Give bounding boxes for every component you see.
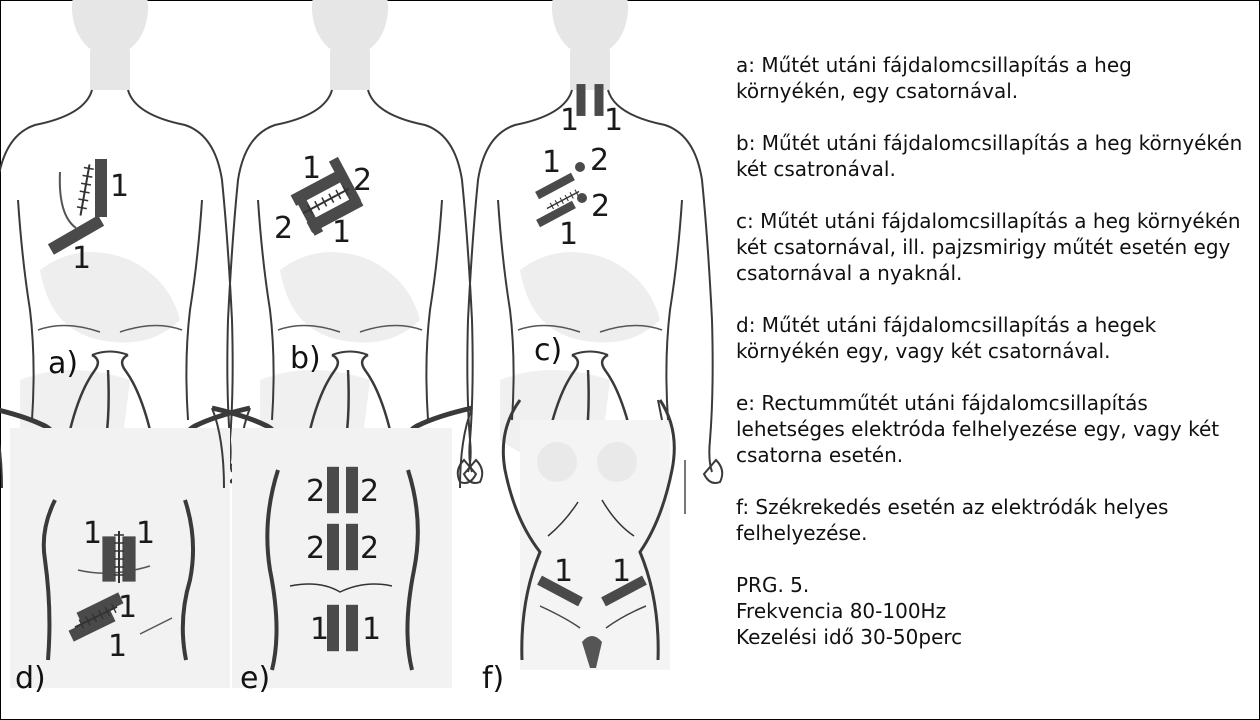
legend-item-a: a: Műtét utáni fájdalomcsillapítás a heg környékén, egy csatornával. [736,53,1132,103]
program-number: PRG. 5. [736,573,810,597]
legend-item-c: c: Műtét utáni fájdalomcsillapítás a heg környékén két csatornával, ill. pajzsmirigy műtét esetén egy csatornával a nyaknál. [736,209,1241,285]
channel-label: 1 [118,590,138,625]
channel-label: 1 [136,516,156,551]
front-torso-outline [212,408,472,688]
panel-b [218,0,483,483]
electrode-pad [327,467,339,513]
legend-item-b: b: Műtét utáni fájdalomcsillapítás a heg környékén két csatronával. [736,131,1243,181]
channel-label: 1 [554,554,574,589]
channel-label: 2 [353,163,373,198]
channel-label: 1 [83,516,103,551]
panel-a [0,0,242,483]
panel-letter: a) [48,346,79,381]
electrode-pad [346,467,358,513]
channel-label: 1 [108,629,128,664]
electrode-pad [327,524,339,570]
surgical-scar [76,164,95,217]
program-duration: Kezelési idő 30-50perc [736,625,963,649]
channel-label: 1 [559,217,579,252]
electrode-pad [122,536,135,581]
channel-label: 2 [591,189,611,224]
electrode-pad [346,524,358,570]
channel-label: 2 [360,531,380,566]
channel-label: 1 [110,169,130,204]
legend-item-e: e: Rectumműtét utáni fájdalomcsillapítás lehetséges elektróda felhelyezése egy, vagy két csatorna esetén. [736,391,1220,467]
panel-e [212,408,472,696]
channel-label: 2 [306,474,326,509]
electrode-dot [577,193,587,203]
channel-label: 1 [310,612,330,647]
channel-label: 1 [560,103,580,138]
electrode-pad [346,605,358,651]
channel-label: 2 [590,143,610,178]
panel-c [458,0,723,483]
back-body-outline [0,0,242,483]
legend-item-d: d: Műtét utáni fájdalomcsillapítás a hegek környékén egy, vagy két csatornával. [736,313,1157,363]
channel-label: 1 [542,145,562,180]
panel-letter: e) [240,661,271,696]
channel-label: 1 [72,241,92,276]
channel-label: 2 [306,531,326,566]
channel-label: 2 [360,474,380,509]
panel-letter: c) [534,333,563,368]
program-frequency: Frekvencia 80-100Hz [736,599,947,623]
panel-d [0,408,250,696]
electrode-dot [575,162,585,172]
electrode-pad [595,84,604,116]
channel-label: 1 [604,103,624,138]
channel-label: 1 [362,612,382,647]
panel-letter: f) [482,661,505,696]
electrode-pad [95,159,107,217]
legend [736,52,1246,650]
panel-letter: d) [15,661,46,696]
legend-item-f: f: Székrekedés esetén az elektródák helyes felhelyezése. [736,495,1169,545]
channel-label: 1 [612,554,632,589]
back-body-outline [458,0,723,483]
channel-label: 1 [332,215,352,250]
electrode-pad [102,536,115,581]
channel-label: 2 [274,211,294,246]
channel-label: 1 [302,151,322,186]
panel-letter: b) [290,341,321,376]
